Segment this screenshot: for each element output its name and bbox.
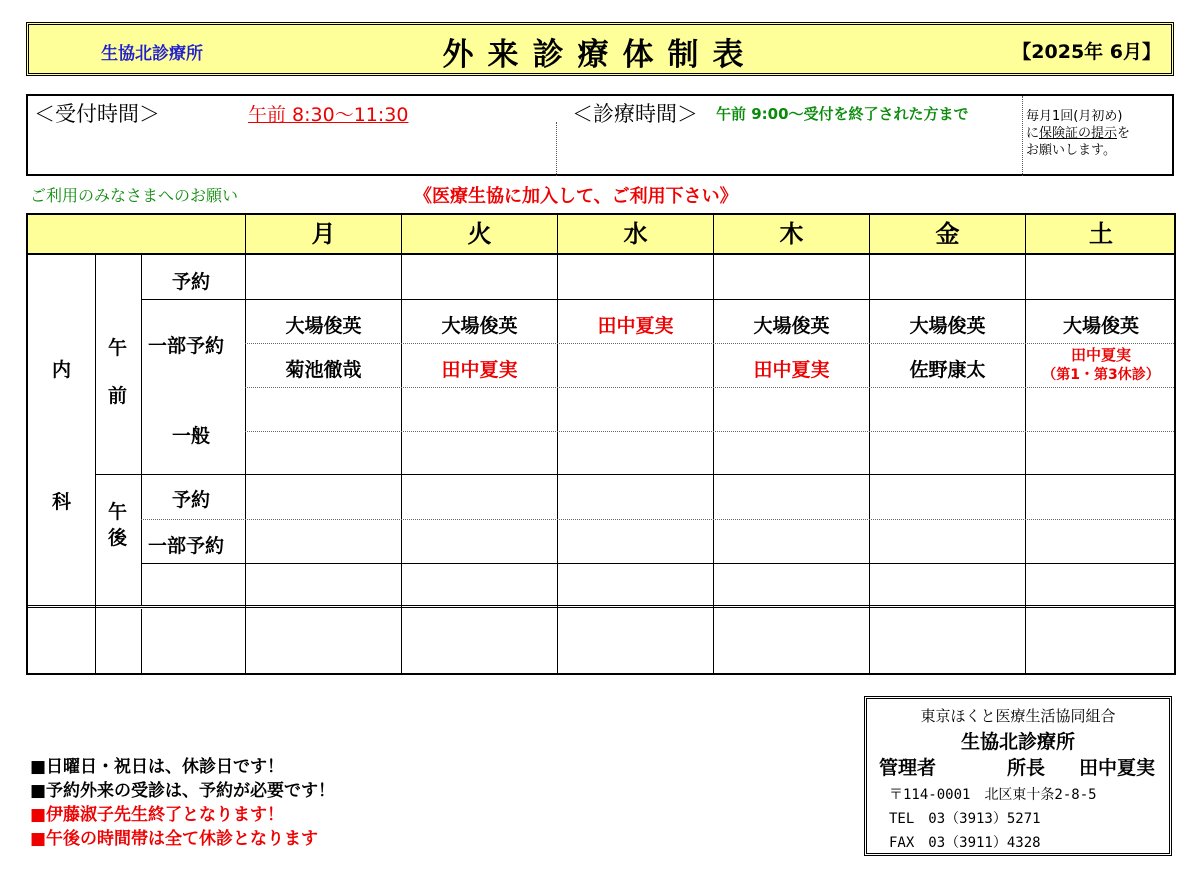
doctor-cell: 菊池徹哉 <box>285 359 362 381</box>
doctor-cell: 大場俊英 <box>909 315 986 337</box>
day-thu: 木 <box>779 220 804 248</box>
note-emphasis: 保険証の提示 <box>1039 126 1118 141</box>
doctor-cell: 田中夏実 <box>597 315 674 337</box>
join-request: 《医療生協に加入して、ご利用下さい》 <box>414 186 738 207</box>
doctor-cell: 佐野康太 <box>909 359 986 381</box>
clinic-hours-label: ＜診療時間＞ <box>572 102 698 126</box>
doctor-cell: 田中夏実 <box>1070 346 1131 364</box>
notice-item: ■午後の時間帯は全て休診となります <box>30 829 319 849</box>
am-label: 前 <box>108 385 128 407</box>
note-text: に <box>1026 126 1040 141</box>
header-band <box>26 22 1174 76</box>
grid-line <box>141 563 1174 564</box>
doctor-cell: 大場俊英 <box>285 315 362 337</box>
address: 北区東十条2-8-5 <box>984 787 1097 803</box>
reception-label: ＜受付時間＞ <box>34 102 160 126</box>
month-label: 【2025年 6月】 <box>1012 41 1161 63</box>
doctor-cell: 大場俊英 <box>1062 315 1139 337</box>
postal-code: 〒114-0001 <box>889 787 971 803</box>
clinic-name-footer: 生協北診療所 <box>960 731 1075 753</box>
grid-line <box>141 255 142 605</box>
notice-item: ■伊藤淑子先生終了となります！ <box>30 805 285 825</box>
org-name: 東京ほくと医療生活協同組合 <box>920 707 1116 725</box>
row-label-pm-reservation: 予約 <box>172 489 211 511</box>
address-line <box>889 783 1097 807</box>
page-title: 外来診療体制表 <box>442 37 758 73</box>
divider <box>556 122 557 176</box>
note-line: 毎月1回(月初め) <box>1026 109 1123 124</box>
day-mon: 月 <box>311 220 336 248</box>
department-label: 内 <box>52 359 72 381</box>
notice-list <box>30 755 335 851</box>
clinic-hours-value: 午前 9:00〜受付を終了された方まで <box>716 105 969 123</box>
grid-line <box>141 519 1174 520</box>
day-tue: 火 <box>467 220 492 248</box>
notice-item: ■予約外来の受診は、予約が必要です！ <box>30 781 336 801</box>
grid-line <box>28 605 1174 608</box>
grid-line <box>95 474 1174 475</box>
doctor-cell-note: （第1・第3休診） <box>1042 367 1160 383</box>
pm-label: 午 <box>108 501 128 523</box>
pm-label: 後 <box>108 527 128 549</box>
grid-line <box>141 609 142 673</box>
day-wed: 水 <box>623 220 648 248</box>
fax: FAX 03（3911）4328 <box>889 835 1041 851</box>
note-line <box>1026 125 1130 142</box>
manager-name: 田中夏実 <box>1079 757 1156 779</box>
am-label: 午 <box>108 337 128 359</box>
divider <box>1022 96 1023 176</box>
grid-line <box>95 255 96 673</box>
grid-line <box>245 431 1174 432</box>
day-fri: 金 <box>935 220 960 248</box>
grid-line <box>245 343 1174 344</box>
row-label-general: 一般 <box>172 425 211 447</box>
manager-title: 所長 <box>1007 757 1046 779</box>
grid-line <box>141 299 1174 300</box>
note-line: お願いします。 <box>1026 143 1116 158</box>
note-text: を <box>1117 126 1131 141</box>
notice-item: ■日曜日・祝日は、休診日です！ <box>30 757 285 777</box>
row-label-reservation: 予約 <box>172 271 211 293</box>
tel: TEL 03（3913）5271 <box>889 811 1041 827</box>
doctor-cell: 田中夏実 <box>441 359 518 381</box>
doctor-cell: 田中夏実 <box>753 359 830 381</box>
grid-line <box>245 387 1174 388</box>
manager-label: 管理者 <box>879 757 937 779</box>
clinic-name: 生協北診療所 <box>101 44 203 64</box>
contact-block <box>889 783 1097 855</box>
request-text: ご利用のみなさまへのお願い <box>30 186 239 205</box>
day-sat: 土 <box>1089 220 1113 248</box>
row-label-pm-partial: 一部予約 <box>148 535 225 557</box>
department-label: 科 <box>52 491 72 513</box>
reception-value: 午前 8:30〜11:30 <box>248 104 409 126</box>
hours-box <box>26 94 1174 176</box>
doctor-cell: 大場俊英 <box>441 315 518 337</box>
doctor-cell: 大場俊英 <box>753 315 830 337</box>
schedule-table <box>26 213 1176 675</box>
clinic-info-box <box>864 696 1172 856</box>
insurance-note <box>1026 108 1130 159</box>
row-label-partial: 一部予約 <box>148 335 225 357</box>
